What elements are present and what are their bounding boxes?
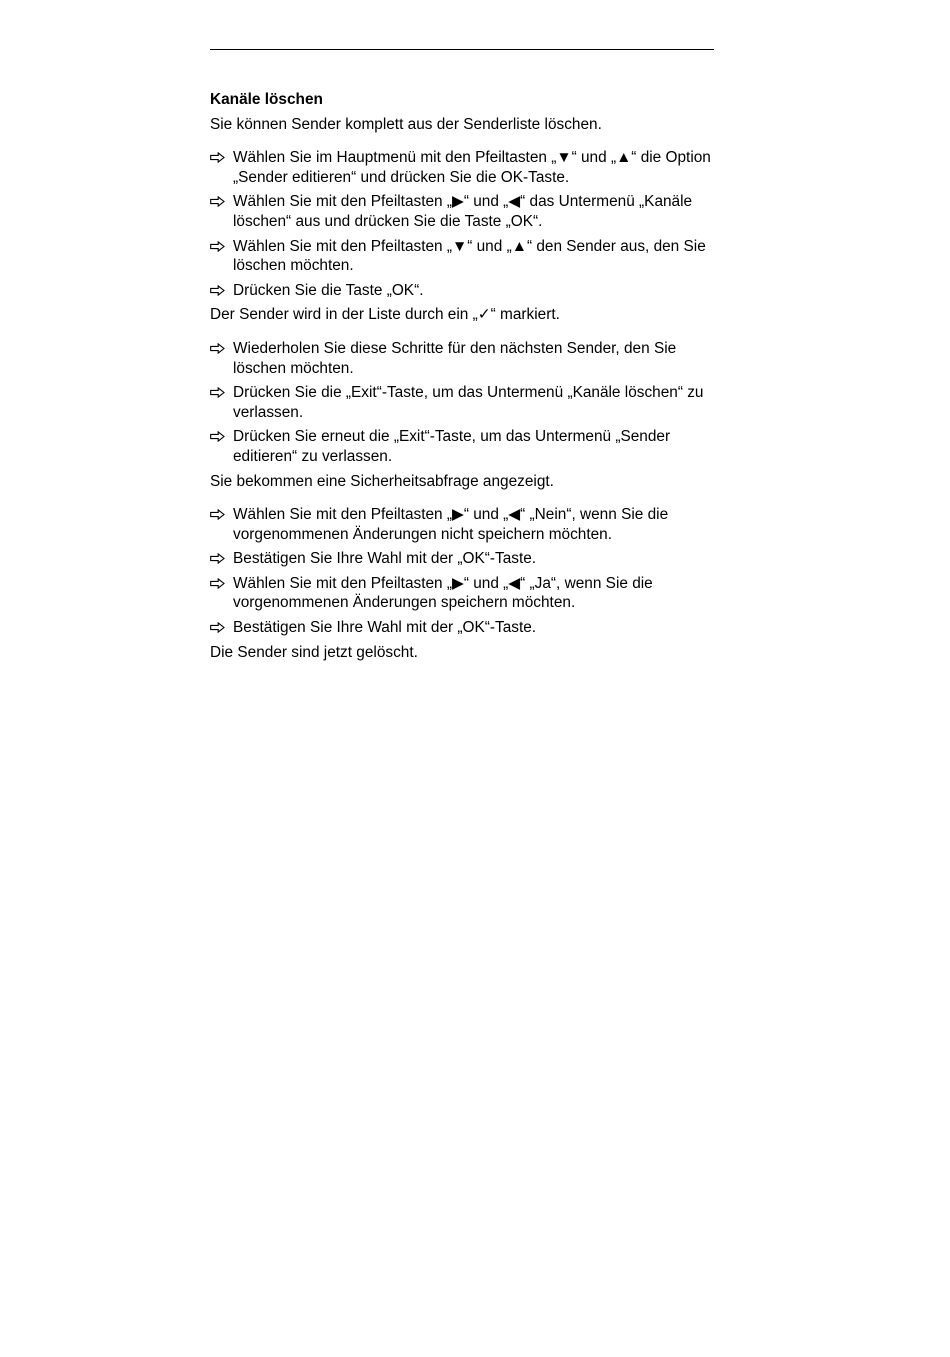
step-text: Drücken Sie die „Exit“-Taste, um das Untermenü „Kanäle löschen“ zu verlassen.: [233, 384, 704, 421]
list-item: [210, 339, 714, 378]
step-text: Wählen Sie mit den Pfeiltasten „▶“ und „◀“ „Nein“, wenn Sie die vorgenommenen Änderungen nicht speichern möchten.: [233, 506, 669, 543]
step-text: Bestätigen Sie Ihre Wahl mit der „OK“-Taste.: [233, 619, 537, 637]
hollow-right-arrow-icon: [210, 574, 226, 594]
list-item: [210, 383, 714, 422]
list-item: [210, 148, 714, 187]
list-item: [210, 281, 714, 301]
step-text: Wählen Sie mit den Pfeiltasten „▶“ und „◀“ das Untermenü „Kanäle löschen“ aus und drücken Sie die Taste „OK“.: [233, 193, 693, 230]
step-text: Wählen Sie im Hauptmenü mit den Pfeiltasten „▼“ und „▲“ die Option „Sender editieren“ und drücken Sie die OK-Taste.: [233, 149, 711, 186]
step-text: Wählen Sie mit den Pfeiltasten „▼“ und „▲“ den Sender aus, den Sie löschen möchten.: [233, 237, 706, 275]
list-item: [210, 427, 714, 466]
hollow-right-arrow-icon: [210, 339, 226, 359]
hollow-right-arrow-icon: [210, 281, 226, 301]
step-list-1: [210, 148, 714, 300]
section-title: Kanäle löschen: [210, 91, 323, 108]
step-text: Wählen Sie mit den Pfeiltasten „▶“ und „◀“ „Ja“, wenn Sie die vorgenommenen Änderungen speichern möchten.: [233, 574, 653, 612]
list-item: [210, 192, 714, 231]
result-text: Sie bekommen eine Sicherheitsabfrage angezeigt.: [210, 472, 554, 490]
step-text: Bestätigen Sie Ihre Wahl mit der „OK“-Taste.: [233, 550, 537, 568]
step-list-2: [210, 339, 714, 467]
hollow-right-arrow-icon: [210, 618, 226, 638]
list-item: [210, 574, 714, 613]
list-item: [210, 549, 714, 569]
hollow-right-arrow-icon: [210, 148, 226, 168]
hollow-right-arrow-icon: [210, 549, 226, 569]
hollow-right-arrow-icon: [210, 505, 226, 525]
page-content: [210, 90, 714, 676]
hollow-right-arrow-icon: [210, 237, 226, 257]
list-item: [210, 237, 714, 276]
list-item: [210, 505, 714, 544]
hollow-right-arrow-icon: [210, 383, 226, 403]
header-rule: [210, 49, 714, 50]
result-text: Die Sender sind jetzt gelöscht.: [210, 643, 418, 661]
step-text: Drücken Sie die Taste „OK“.: [233, 281, 424, 299]
step-list-3: [210, 505, 714, 638]
hollow-right-arrow-icon: [210, 427, 226, 447]
step-text: Drücken Sie erneut die „Exit“-Taste, um das Untermenü „Sender editieren“ zu verlassen.: [233, 428, 671, 465]
result-text: Der Sender wird in der Liste durch ein „✓“ markiert.: [210, 306, 560, 324]
step-text: Wiederholen Sie diese Schritte für den nächsten Sender, den Sie löschen möchten.: [233, 339, 677, 377]
hollow-right-arrow-icon: [210, 192, 226, 212]
section-intro: Sie können Sender komplett aus der Senderliste löschen.: [210, 115, 602, 133]
list-item: [210, 618, 714, 638]
